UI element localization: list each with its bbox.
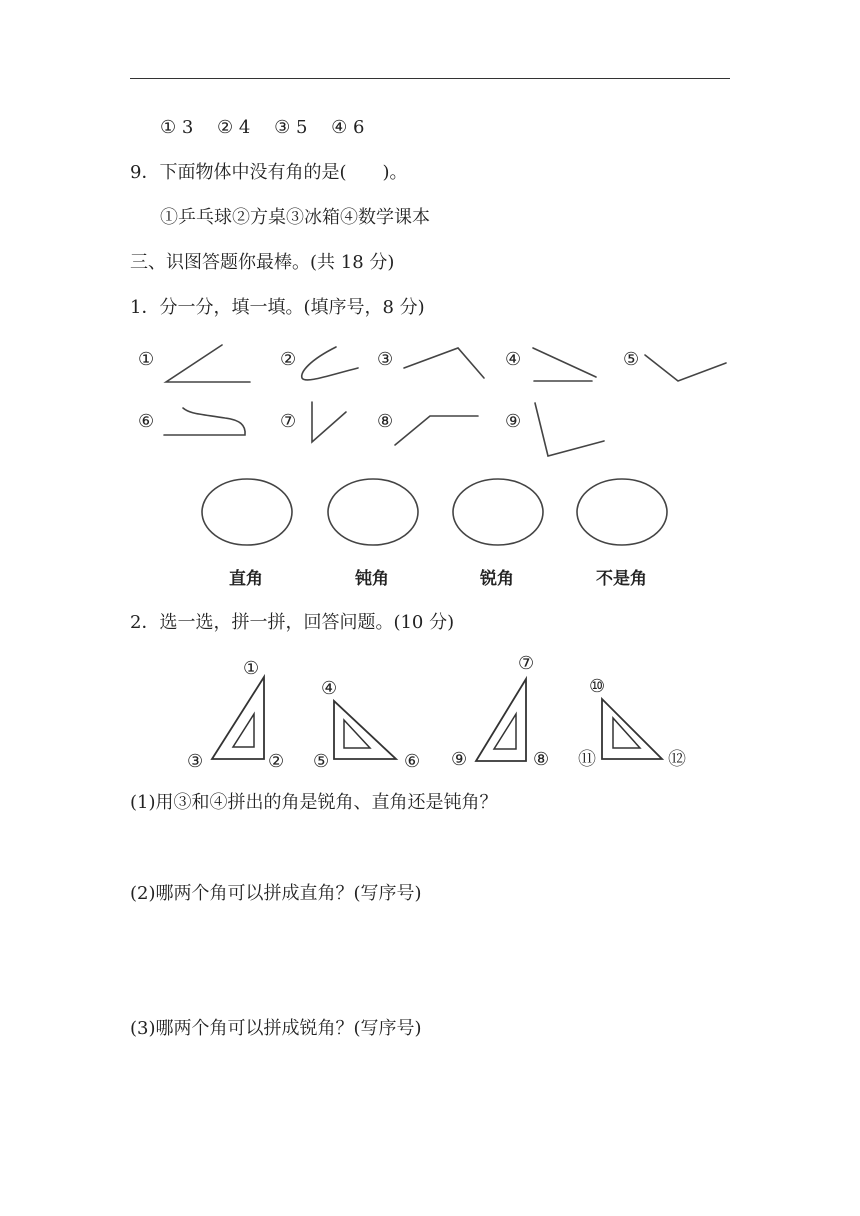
angle-figure-8 — [395, 416, 478, 445]
triangle-ruler-1-inner — [233, 714, 254, 747]
triangle-number: ④ — [321, 678, 338, 699]
figure-number: ① — [138, 349, 155, 370]
angle-figure-2 — [302, 347, 358, 380]
triangle-number: ⑤ — [313, 751, 330, 772]
triangle-number: ⑫ — [668, 749, 686, 770]
triangle-number: ⑧ — [533, 749, 550, 770]
triangle-ruler-3-inner — [494, 714, 516, 749]
figure-number: ⑤ — [623, 349, 640, 370]
q8-option: ① 3 — [160, 117, 194, 138]
category-label-not-angle: 不是角 — [596, 569, 647, 589]
p1-question: 1．分一分，填一填。(填序号，8 分) — [130, 297, 425, 318]
triangle-number: ③ — [187, 751, 204, 772]
angle-figure-6 — [164, 408, 245, 435]
triangle-number: ⑦ — [518, 653, 535, 674]
triangle-ruler-4 — [602, 699, 662, 759]
figure-number: ⑥ — [138, 411, 155, 432]
category-oval-not-angle — [577, 479, 667, 545]
angle-figure-7 — [312, 402, 346, 442]
q8-option: ④ 6 — [331, 117, 365, 138]
angle-figure-4 — [533, 348, 596, 381]
triangle-number: ⑥ — [404, 751, 421, 772]
triangle-number: ⑩ — [589, 676, 606, 697]
category-label-acute: 锐角 — [480, 569, 514, 589]
category-label-obtuse: 钝角 — [355, 569, 389, 589]
figure-number: ⑦ — [280, 411, 297, 432]
category-oval-obtuse — [328, 479, 418, 545]
category-oval-acute — [453, 479, 543, 545]
triangle-number: ⑨ — [451, 749, 468, 770]
p2-question: 2．选一选，拼一拼，回答问题。(10 分) — [130, 612, 455, 633]
p2-sub2: (2)哪两个角可以拼成直角？(写序号) — [130, 883, 422, 904]
q9-options: ①乒乓球②方桌③冰箱④数学课本 — [160, 207, 430, 228]
figure-number: ③ — [377, 349, 394, 370]
p2-sub3: (3)哪两个角可以拼成锐角？(写序号) — [130, 1018, 422, 1039]
category-label-right: 直角 — [229, 569, 263, 589]
figure-number: ④ — [505, 349, 522, 370]
triangle-number: ② — [268, 751, 285, 772]
triangle-number: ① — [243, 658, 260, 679]
p2-sub1: (1)用③和④拼出的角是锐角、直角还是钝角？ — [130, 792, 498, 813]
angle-figure-3 — [404, 348, 484, 378]
figure-number: ⑨ — [505, 411, 522, 432]
q9-question: 9．下面物体中没有角的是( )。 — [130, 162, 408, 183]
q8-option: ② 4 — [217, 117, 251, 138]
figure-number: ⑧ — [377, 411, 394, 432]
category-oval-right — [202, 479, 292, 545]
q8-option: ③ 5 — [274, 117, 308, 138]
figure-number: ② — [280, 349, 297, 370]
angle-figure-5 — [645, 355, 726, 381]
triangle-number: ⑪ — [578, 749, 596, 770]
angle-figure-1 — [166, 345, 250, 382]
angle-figure-9 — [535, 403, 604, 456]
section-title: 三、识图答题你最棒。(共 18 分) — [130, 252, 395, 273]
triangle-ruler-2-inner — [344, 720, 370, 748]
